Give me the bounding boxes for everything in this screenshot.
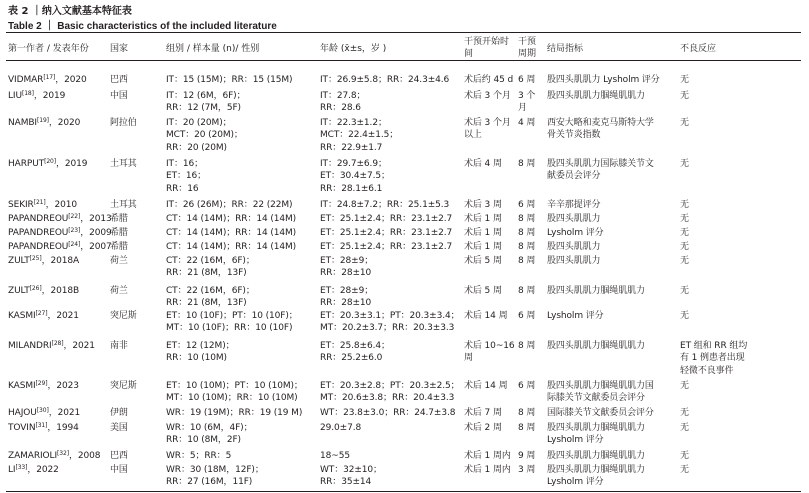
cell-age: IT：27.8； RR：28.6 xyxy=(320,91,366,114)
cell-author xyxy=(8,255,79,267)
cell-outcome: Lysholm 评分 xyxy=(547,228,604,238)
cell-adverse-reaction: 无 xyxy=(680,200,689,210)
cell-period: 8 周 xyxy=(518,214,536,224)
author-name: NAMBI xyxy=(8,118,37,128)
author-name: LIU xyxy=(8,91,22,101)
cell-age: 29.0±7.8 xyxy=(320,423,362,433)
cell-start-time: 术后 2 周 xyxy=(464,423,502,433)
reference-number: [24] xyxy=(68,241,81,248)
cell-outcome: 股四头肌肌力腘绳肌肌力国 际膝关节文献委员会评分 xyxy=(547,381,654,404)
publication-year: ，2020 xyxy=(48,118,81,128)
cell-group: ET：10 (10M)；PT：10 (10M)； MT：10 (10M)；RR：10 (10M) xyxy=(166,381,303,404)
author-name: TOVIN xyxy=(8,423,36,433)
cell-outcome: 股四头肌肌力腘绳肌肌力 Lysholm 评分 xyxy=(547,423,645,446)
cell-outcome: 股四头肌肌力腘绳肌肌力 xyxy=(547,341,645,351)
cell-group: WR：5；RR：5 xyxy=(166,451,232,461)
cell-age: ET：25.1±2.4；RR：23.1±2.7 xyxy=(320,242,453,252)
column-header-author: 第一作者 / 发表年份 xyxy=(8,44,89,54)
cell-age: ET：28±9； RR：28±10 xyxy=(320,286,374,309)
cell-period: 6 周 xyxy=(518,75,536,85)
cell-group: WR：10 (6M，4F)； RR：10 (8M，2F) xyxy=(166,423,253,446)
author-name: HARPUT xyxy=(8,159,45,169)
cell-adverse-reaction: 无 xyxy=(680,75,689,85)
publication-year: ，2009 xyxy=(80,228,112,238)
cell-country: 美国 xyxy=(110,423,128,433)
cell-start-time: 术后 14 周 xyxy=(464,311,508,321)
author-name: KASMI xyxy=(8,381,36,391)
cell-country: 突尼斯 xyxy=(110,311,137,321)
cell-group: CT：22 (16M，6F)； RR：21 (8M，13F) xyxy=(166,286,255,309)
cell-start-time: 术后 10~16 周 xyxy=(464,341,515,364)
cell-country: 中国 xyxy=(110,91,128,101)
cell-adverse-reaction: 无 xyxy=(680,118,689,128)
cell-age: WT：32±10； RR：35±14 xyxy=(320,465,382,488)
cell-start-time: 术后 3 个月 以上 xyxy=(464,118,511,141)
cell-group: WR：19 (19M)；RR：19 (19 M) xyxy=(166,408,303,418)
author-name: ZAMARIOLI xyxy=(8,451,58,461)
reference-number: [17] xyxy=(43,74,56,81)
cell-period: 4 周 xyxy=(518,118,536,128)
cell-adverse-reaction: 无 xyxy=(680,465,689,475)
cell-outcome: 股四头肌肌力 xyxy=(547,242,601,252)
cell-country: 希腊 xyxy=(110,242,128,252)
cell-outcome: 股四头肌肌力国际膝关节文 献委员会评分 xyxy=(547,159,654,182)
cell-age: IT：26.9±5.8；RR：24.3±4.6 xyxy=(320,75,450,85)
cell-start-time: 术后 3 周 xyxy=(464,200,502,210)
cell-outcome: 西安大略和麦克马斯特大学 骨关节炎指数 xyxy=(547,118,654,141)
author-name: PAPANDREOU xyxy=(8,228,69,238)
cell-age: ET：28±9； RR：28±10 xyxy=(320,256,374,279)
cell-adverse-reaction: 无 xyxy=(680,214,689,224)
cell-author xyxy=(8,227,112,239)
column-header-start-time: 干预开始时 间 xyxy=(464,37,510,60)
cell-outcome: 股四头肌肌力腘绳肌肌力 xyxy=(547,91,645,101)
cell-country: 巴西 xyxy=(110,451,128,461)
reference-number: [19] xyxy=(36,117,49,124)
cell-period: 8 周 xyxy=(518,286,536,296)
cell-start-time: 术后 1 周 xyxy=(464,228,502,238)
column-header-adverse-reaction: 不良反应 xyxy=(680,44,717,54)
author-name: KASMI xyxy=(8,311,36,321)
author-name: HAJOU xyxy=(8,408,37,418)
reference-number: [25] xyxy=(29,255,42,262)
column-header-country: 国家 xyxy=(110,44,129,54)
cell-start-time: 术后 5 周 xyxy=(464,256,502,266)
cell-outcome: 股四头肌肌力 xyxy=(547,256,601,266)
cell-start-time: 术后 1 周内 xyxy=(464,465,511,475)
cell-start-time: 术后 5 周 xyxy=(464,286,502,296)
author-name: ZULT xyxy=(8,286,30,296)
column-header-outcome: 结局指标 xyxy=(547,44,584,54)
cell-period: 8 周 xyxy=(518,341,536,351)
cell-start-time: 术后 1 周内 xyxy=(464,451,511,461)
cell-author xyxy=(8,380,79,392)
publication-year: ，2022 xyxy=(27,465,59,475)
cell-outcome: 股四头肌肌力腘绳肌肌力 xyxy=(547,286,645,296)
cell-start-time: 术后 4 周 xyxy=(464,159,502,169)
cell-period: 3 周 xyxy=(518,465,536,475)
cell-start-time: 术后 1 周 xyxy=(464,242,502,252)
cell-country: 伊朗 xyxy=(110,408,128,418)
cell-group: ET：12 (12M)； RR：10 (10M) xyxy=(166,341,235,364)
cell-age: ET：20.3±3.1；PT：20.3±3.4； MT：20.2±3.7；RR：20.3±3.3 xyxy=(320,311,460,334)
cell-group: CT：14 (14M)；RR：14 (14M) xyxy=(166,242,297,252)
reference-number: [28] xyxy=(51,340,64,347)
cell-author xyxy=(8,199,77,211)
cell-author xyxy=(8,158,87,170)
reference-number: [32] xyxy=(57,450,69,457)
author-name: PAPANDREOU xyxy=(8,242,69,252)
publication-year: ，2021 xyxy=(63,341,95,351)
publication-year: ，2020 xyxy=(55,75,87,85)
column-header-group: 组别 / 样本量 (n)/ 性别 xyxy=(166,44,260,54)
cell-age: ET：25.8±6.4； RR：25.2±6.0 xyxy=(320,341,390,364)
cell-adverse-reaction: 无 xyxy=(680,423,689,433)
cell-age: IT：24.8±7.2；RR：25.1±5.3 xyxy=(320,200,450,210)
cell-author xyxy=(8,450,100,462)
author-name: LI xyxy=(8,465,16,475)
reference-number: [30] xyxy=(36,407,49,414)
cell-adverse-reaction: 无 xyxy=(680,91,689,101)
cell-country: 阿拉伯 xyxy=(110,118,137,128)
publication-year: ，1994 xyxy=(47,423,79,433)
cell-period: 3 个 月 xyxy=(518,91,536,114)
cell-group: IT：26 (26M)；RR：22 (22M) xyxy=(166,200,293,210)
cell-period: 6 周 xyxy=(518,200,536,210)
cell-outcome: 国际膝关节文献委员会评分 xyxy=(547,408,654,418)
publication-year: ，2018B xyxy=(41,286,80,296)
cell-outcome: 股四头肌肌力 xyxy=(547,214,601,224)
author-name: ZULT xyxy=(8,256,30,266)
cell-age: ET：20.3±2.8；PT：20.3±2.5； MT：20.6±3.8；RR：20.4±3.3 xyxy=(320,381,460,404)
cell-period: 8 周 xyxy=(518,256,536,266)
cell-author xyxy=(8,74,87,86)
publication-year: ，2019 xyxy=(33,91,66,101)
cell-start-time: 术后 3 个月 xyxy=(464,91,511,101)
cell-period: 6 周 xyxy=(518,381,536,391)
reference-number: [21] xyxy=(33,199,46,206)
cell-outcome: Lysholm 评分 xyxy=(547,311,604,321)
cell-group: CT：14 (14M)；RR：14 (14M) xyxy=(166,214,297,224)
cell-adverse-reaction: 无 xyxy=(680,159,689,169)
publication-year: ，2018A xyxy=(41,256,80,266)
cell-age: IT：22.3±1.2； MCT：22.4±1.5； RR：22.9±1.7 xyxy=(320,118,399,153)
cell-country: 土耳其 xyxy=(110,200,137,210)
cell-adverse-reaction: ET 组和 RR 组均 有 1 例患者出现 轻微不良事件 xyxy=(680,341,748,376)
author-name: MILANDRI xyxy=(8,341,52,351)
reference-number: [20] xyxy=(44,158,57,165)
cell-country: 南非 xyxy=(110,341,128,351)
author-name: VIDMAR xyxy=(8,75,44,85)
table-caption-en: Table 2 ｜ Basic characteristics of the included literature xyxy=(8,21,277,32)
cell-outcome: 股四头肌肌力 Lysholm 评分 xyxy=(547,75,660,85)
cell-adverse-reaction: 无 xyxy=(680,256,689,266)
cell-author xyxy=(8,464,59,476)
cell-country: 希腊 xyxy=(110,228,128,238)
cell-period: 6 周 xyxy=(518,311,536,321)
author-name: PAPANDREOU xyxy=(8,214,69,224)
cell-country: 土耳其 xyxy=(110,159,137,169)
cell-age: IT：29.7±6.9； ET：30.4±7.5； RR：28.1±6.1 xyxy=(320,159,390,194)
cell-age: ET：25.1±2.4；RR：23.1±2.7 xyxy=(320,214,453,224)
cell-outcome: 股四头肌肌力腘绳肌肌力 xyxy=(547,451,645,461)
publication-year: ，2021 xyxy=(47,311,79,321)
cell-adverse-reaction: 无 xyxy=(680,381,689,391)
cell-outcome: 辛辛那提评分 xyxy=(547,200,601,210)
publication-year: ，2023 xyxy=(47,381,79,391)
cell-adverse-reaction: 无 xyxy=(680,311,689,321)
column-header-period: 干预 周期 xyxy=(518,37,537,60)
cell-adverse-reaction: 无 xyxy=(680,451,689,461)
cell-author xyxy=(8,117,80,129)
cell-author xyxy=(8,285,79,297)
publication-year: ，2008 xyxy=(68,451,101,461)
publication-year: ，2007 xyxy=(80,242,112,252)
cell-group: IT：16； ET：16； RR：16 xyxy=(166,159,207,194)
cell-country: 突尼斯 xyxy=(110,381,137,391)
reference-number: [22] xyxy=(68,213,81,220)
reference-number: [18] xyxy=(21,90,34,97)
cell-country: 巴西 xyxy=(110,75,128,85)
cell-group: IT：15 (15M)；RR：15 (15M) xyxy=(166,75,293,85)
publication-year: ，2021 xyxy=(48,408,81,418)
cell-country: 荷兰 xyxy=(110,286,128,296)
cell-period: 8 周 xyxy=(518,228,536,238)
cell-age: WT：23.8±3.0；RR：24.7±3.8 xyxy=(320,408,456,418)
cell-outcome: 股四头肌肌力腘绳肌肌力 Lysholm 评分 xyxy=(547,465,645,488)
cell-group: CT：22 (16M，6F)； RR：21 (8M，13F) xyxy=(166,256,255,279)
cell-author xyxy=(8,422,79,434)
column-header-age: 年龄 (x̄±s，岁 ) xyxy=(320,44,387,54)
cell-period: 8 周 xyxy=(518,423,536,433)
cell-period: 8 周 xyxy=(518,159,536,169)
cell-age: 18~55 xyxy=(320,451,350,461)
reference-number: [26] xyxy=(29,285,42,292)
publication-year: ，2010 xyxy=(45,200,78,210)
cell-author xyxy=(8,340,95,352)
cell-adverse-reaction: 无 xyxy=(680,286,689,296)
reference-number: [33] xyxy=(15,464,28,471)
cell-country: 中国 xyxy=(110,465,128,475)
cell-group: ET：10 (10F)；PT：10 (10F)； MT：10 (10F)；RR：10 (10F) xyxy=(166,311,298,334)
cell-start-time: 术后约 45 d xyxy=(464,75,514,85)
publication-year: ，2019 xyxy=(56,159,88,169)
cell-author xyxy=(8,90,65,102)
reference-number: [31] xyxy=(35,422,48,429)
cell-adverse-reaction: 无 xyxy=(680,408,689,418)
cell-adverse-reaction: 无 xyxy=(680,242,689,252)
author-name: SEKIR xyxy=(8,200,34,210)
cell-author xyxy=(8,213,112,225)
cell-author xyxy=(8,241,112,253)
header-rule xyxy=(6,60,801,61)
cell-period: 9 周 xyxy=(518,451,536,461)
cell-group: IT：12 (6M，6F)； RR：12 (7M，5F) xyxy=(166,91,246,114)
cell-period: 8 周 xyxy=(518,408,536,418)
reference-number: [23] xyxy=(68,227,81,234)
bottom-rule xyxy=(6,491,801,492)
cell-adverse-reaction: 无 xyxy=(680,228,689,238)
cell-group: CT：14 (14M)；RR：14 (14M) xyxy=(166,228,297,238)
top-rule xyxy=(6,32,801,33)
cell-group: IT：20 (20M)； MCT：20 (20M)； RR：20 (20M) xyxy=(166,118,243,153)
publication-year: ，2013 xyxy=(80,214,112,224)
cell-author xyxy=(8,407,80,419)
reference-number: [27] xyxy=(35,310,48,317)
cell-country: 荷兰 xyxy=(110,256,128,266)
cell-country: 希腊 xyxy=(110,214,128,224)
table-caption-cn: 表 2 ｜纳入文献基本特征表 xyxy=(8,6,132,17)
cell-start-time: 术后 14 周 xyxy=(464,381,508,391)
cell-period: 8 周 xyxy=(518,242,536,252)
cell-start-time: 术后 7 周 xyxy=(464,408,502,418)
cell-start-time: 术后 1 周 xyxy=(464,214,502,224)
reference-number: [29] xyxy=(35,380,48,387)
cell-author xyxy=(8,310,79,322)
cell-age: ET：25.1±2.4；RR：23.1±2.7 xyxy=(320,228,453,238)
cell-group: WR：30 (18M，12F)； RR：27 (16M，11F) xyxy=(166,465,264,488)
